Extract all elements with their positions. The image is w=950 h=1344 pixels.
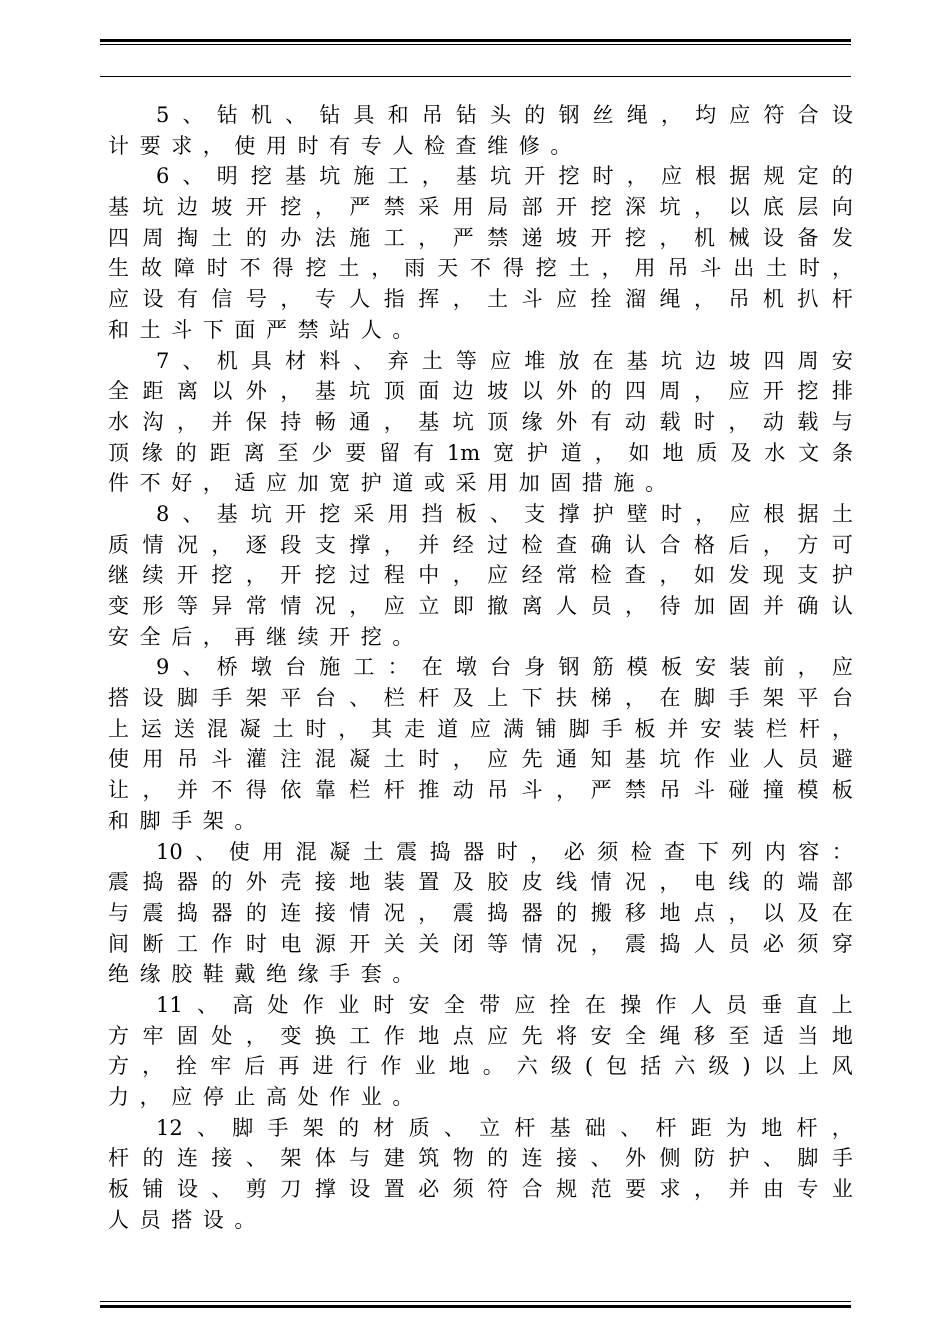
- paragraph-line: 水 沟 ， 并 保 持 畅 通 ， 基 坑 顶 缘 外 有 动 载 时 ， 动 载 与: [108, 409, 853, 434]
- paragraph-line: 12 、 脚 手 架 的 材 质 、 立 杆 基 础 、 杆 距 为 地 杆 ，: [156, 1115, 853, 1140]
- paragraph-line: 人 员 搭 设 。: [108, 1207, 256, 1232]
- paragraph-line: 生 故 障 时 不 得 挖 土 ， 雨 天 不 得 挖 土 ， 用 吊 斗 出 土 时 ，: [108, 256, 853, 281]
- paragraph-line: 搭 设 脚 手 架 平 台 、 栏 杆 及 上 下 扶 梯 ， 在 脚 手 架 平 台: [108, 686, 853, 711]
- paragraph-line: 间 断 工 作 时 电 源 开 关 关 闭 等 情 况 ， 震 捣 人 员 必 须 穿: [108, 931, 853, 956]
- paragraph-line: 5 、 钻 机 、 钻 具 和 吊 钻 头 的 钢 丝 绳 ， 均 应 符 合 设: [156, 103, 853, 127]
- footer-rule-thick: [100, 1305, 851, 1308]
- paragraph-line: 力 ， 应 停 止 高 处 作 业 。: [108, 1085, 414, 1109]
- footer-rule-thin: [100, 1301, 851, 1302]
- header-rule-bottom: [100, 76, 851, 77]
- document-body: [108, 100, 853, 1235]
- paragraph-line: 7 、 机 具 材 料 、 弃 土 等 应 堆 放 在 基 坑 边 坡 四 周 安: [156, 348, 853, 373]
- paragraph-line: 计 要 求 ， 使 用 时 有 专 人 检 查 维 修 。: [108, 133, 572, 158]
- paragraph-line: 震 捣 器 的 外 壳 接 地 装 置 及 胶 皮 线 情 况 ， 电 线 的 端 部: [108, 870, 853, 895]
- paragraph-line: 质 情 况 ， 逐 段 支 撑 ， 并 经 过 检 查 确 认 合 格 后 ， 方 可: [108, 532, 853, 557]
- paragraph-line: 四 周 掏 土 的 办 法 施 工 ， 严 禁 递 坡 开 挖 ， 机 械 设 备 发: [108, 225, 853, 250]
- paragraph-line: 和 脚 手 架 。: [108, 808, 256, 833]
- paragraph-line: 绝 缘 胶 鞋 戴 绝 缘 手 套 。: [108, 962, 414, 987]
- paragraph-line: 杆 的 连 接 、 架 体 与 建 筑 物 的 连 接 、 外 侧 防 护 、 脚 手: [108, 1146, 853, 1171]
- paragraph-line: 变 形 等 异 常 情 况 ， 应 立 即 撤 离 人 员 ， 待 加 固 并 确 认: [108, 594, 853, 618]
- paragraph-line: 继 续 开 挖 ， 开 挖 过 程 中 ， 应 经 常 检 查 ， 如 发 现 支 护: [108, 563, 853, 588]
- paragraph-line: 10 、 使 用 混 凝 土 震 捣 器 时 ， 必 须 检 查 下 列 内 容 ：: [156, 839, 853, 864]
- paragraph-line: 9 、 桥 墩 台 施 工 ： 在 墩 台 身 钢 筋 模 板 安 装 前 ， 应: [156, 655, 853, 680]
- paragraph-line: 与 震 捣 器 的 连 接 情 况 ， 震 捣 器 的 搬 移 地 点 ， 以 及 在: [108, 900, 853, 925]
- paragraph-line: 方 牢 固 处 ， 变 换 工 作 地 点 应 先 将 安 全 绳 移 至 适 当 地: [108, 1023, 853, 1048]
- paragraph-line: 应 设 有 信 号 ， 专 人 指 挥 ， 土 斗 应 拴 溜 绳 ， 吊 机 扒 杆: [108, 287, 853, 312]
- paragraph-line: 6 、 明 挖 基 坑 施 工 ， 基 坑 开 挖 时 ， 应 根 据 规 定 的: [156, 164, 853, 189]
- paragraph-line: 11 、 高 处 作 业 时 安 全 带 应 拴 在 操 作 人 员 垂 直 上: [156, 992, 853, 1017]
- paragraph-line: 上 运 送 混 凝 土 时 ， 其 走 道 应 满 铺 脚 手 板 并 安 装 栏 杆 ，: [108, 716, 853, 741]
- paragraph-line: 基 坑 边 坡 开 挖 ， 严 禁 采 用 局 部 开 挖 深 坑 ， 以 底 层 向: [108, 195, 853, 220]
- paragraph-line: 顶 缘 的 距 离 至 少 要 留 有 1m 宽 护 道 ， 如 地 质 及 水 文 条: [108, 440, 853, 465]
- paragraph-line: 板 铺 设 、 剪 刀 撑 设 置 必 须 符 合 规 范 要 求 ， 并 由 专 业: [108, 1177, 853, 1202]
- paragraph-line: 使 用 吊 斗 灌 注 混 凝 土 时 ， 应 先 通 知 基 坑 作 业 人 员 避: [108, 747, 853, 772]
- paragraph-line: 全 距 离 以 外 ， 基 坑 顶 面 边 坡 以 外 的 四 周 ， 应 开 挖 排: [108, 379, 853, 404]
- paragraph-line: 安 全 后 ， 再 继 续 开 挖 。: [108, 624, 414, 649]
- paragraph-line: 8 、 基 坑 开 挖 采 用 挡 板 、 支 撑 护 壁 时 ， 应 根 据 土: [156, 501, 853, 526]
- paragraph-line: 件 不 好 ， 适 应 加 宽 护 道 或 采 用 加 固 措 施 。: [108, 471, 667, 496]
- header-rule-thick: [100, 39, 851, 42]
- paragraph-line: 方 ， 拴 牢 后 再 进 行 作 业 地 。 六 级 ( 包 括 六 级 ) 以 上 风: [108, 1054, 853, 1079]
- header-rule-thin: [100, 44, 851, 45]
- paragraph-line: 和 土 斗 下 面 严 禁 站 人 。: [108, 317, 414, 342]
- paragraph-line: 让 ， 并 不 得 依 靠 栏 杆 推 动 吊 斗 ， 严 禁 吊 斗 碰 撞 模 板: [108, 778, 853, 803]
